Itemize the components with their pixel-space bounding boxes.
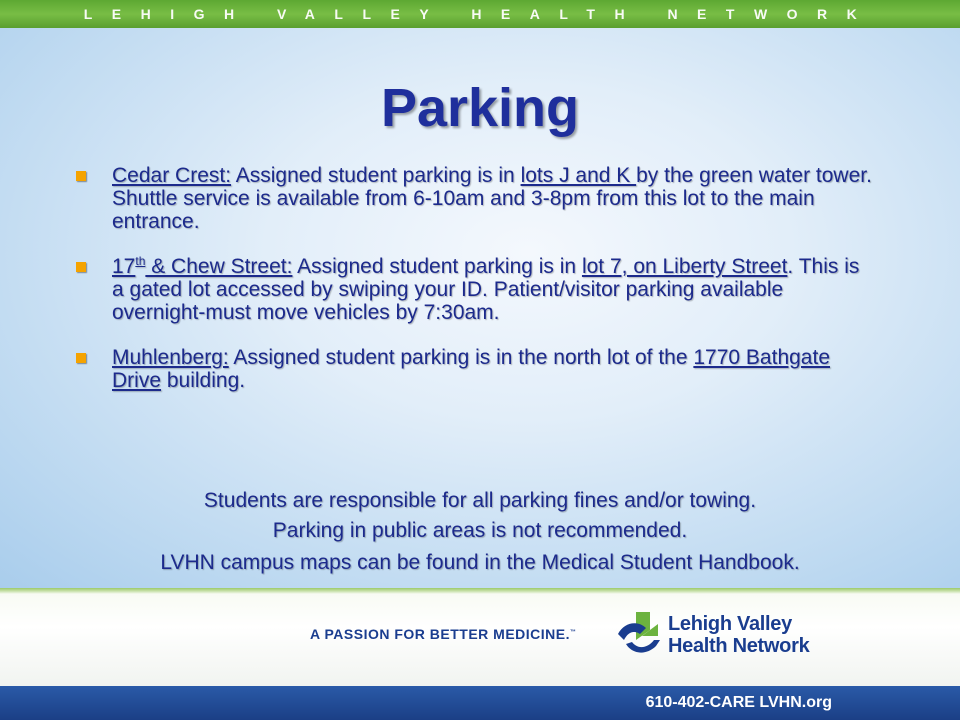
bullet-text: building. — [161, 369, 246, 392]
logo-line-2: Health Network — [668, 635, 810, 657]
bullet-text: Assigned student parking is in — [231, 164, 521, 187]
lvhn-logo-icon — [616, 610, 662, 658]
lvhn-logo-text — [668, 613, 809, 657]
bullet-marker — [76, 171, 86, 181]
bullet-text: . This is a gated lot accessed by swiping your ID. Patient/visitor parking available overnight-must move vehicles by 7:30am. — [112, 255, 860, 324]
bullet-muhlenberg — [72, 346, 872, 392]
bullet-link-text: lots J and K — [520, 164, 637, 187]
bullet-text: Assigned student parking is in the north lot of the — [228, 346, 694, 369]
bullet-list — [72, 164, 872, 414]
logo-line-1: Lehigh Valley — [668, 613, 792, 635]
bullet-marker — [76, 262, 86, 272]
bullet-link-text: th — [135, 254, 146, 268]
footer-slogan — [310, 626, 577, 642]
footer-contact: 610-402-CARE LVHN.org — [645, 694, 832, 711]
header-band-text: LEHIGH VALLEY HEALTH NETWORK — [83, 6, 877, 22]
bullet-marker — [76, 353, 86, 363]
bullet-link-text: Cedar Crest: — [112, 164, 232, 187]
bullet-link-text: & Chew Street: — [145, 255, 293, 278]
bullet-link-text: 1770 Bathgate Drive — [112, 346, 830, 392]
bullet-cedar-crest — [72, 164, 872, 233]
note-public-areas: Parking in public areas is not recommended. — [272, 519, 688, 542]
slide-title: Parking — [380, 78, 580, 138]
bullet-17th-chew — [72, 255, 872, 324]
slogan-text: A PASSION FOR BETTER MEDICINE. — [310, 626, 571, 642]
note-campus-maps: LVHN campus maps can be found in the Medical Student Handbook. — [160, 551, 800, 574]
note-fines: Students are responsible for all parking fines and/or towing. — [203, 489, 757, 512]
bullet-link-text: 17 — [112, 255, 136, 278]
bullet-text: Assigned student parking is in — [292, 255, 582, 278]
bullet-link-text: lot 7, on Liberty Street — [581, 255, 788, 278]
bullet-text: by the green water tower. Shuttle service is available from 6-10am and 3-8pm from this lot to the main entrance. — [112, 164, 872, 233]
bullet-link-text: Muhlenberg: — [112, 346, 229, 369]
slogan-trademark: ™ — [570, 629, 577, 636]
